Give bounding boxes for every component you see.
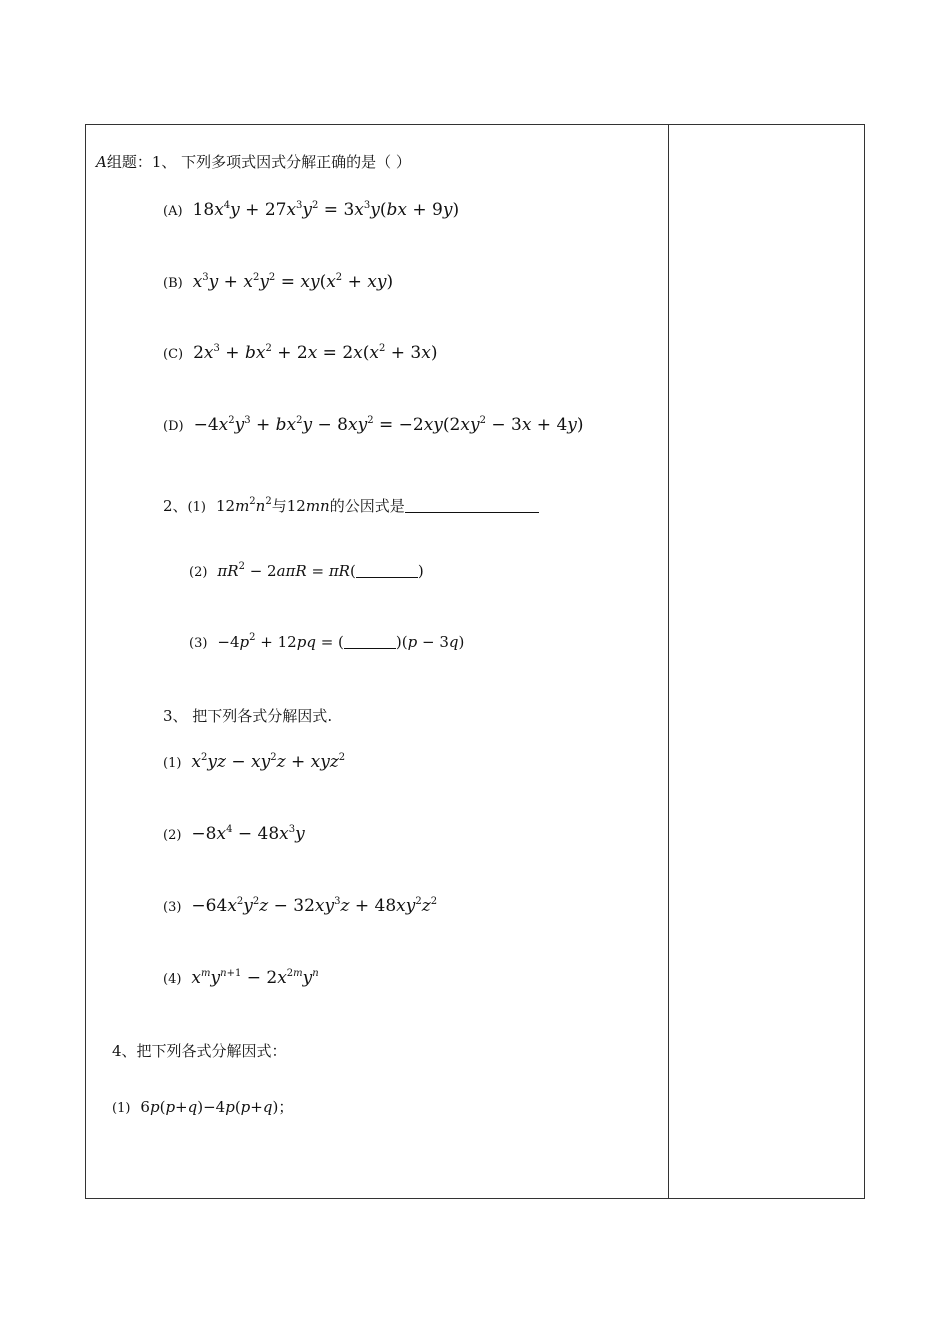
column-divider [668, 124, 669, 1199]
part-suffix: 的公因式是 [329, 497, 405, 515]
part-label: (2) [163, 828, 182, 843]
q1-option-d [163, 415, 584, 435]
q3-part-2 [163, 824, 305, 844]
q1-heading [96, 151, 411, 172]
q1-option-c [163, 343, 437, 363]
q3-part-3 [163, 896, 437, 916]
part-label: (1) [163, 756, 182, 771]
part-expr: $x^2yz - xy^2z + xyz^2$ [191, 752, 346, 772]
q3-part-1 [163, 752, 345, 772]
option-expr: $18x^4y + 27x^3y^2 = 3x^3y(bx + 9y)$ [192, 200, 460, 220]
part-mid: 与 [271, 497, 287, 515]
q3-heading: 3、 把下列各式分解因式. [163, 707, 333, 725]
part-expr: 6p(p+q)−4p(p+q)； [140, 1098, 294, 1116]
q4-heading: 4、把下列各式分解因式： [112, 1042, 287, 1060]
option-expr: $x^3y + x^2y^2 = xy(x^2 + xy)$ [192, 272, 394, 292]
q1-option-a [163, 200, 459, 220]
q1-heading-prefix: A [96, 153, 107, 171]
part-expr: $12m^2n^2$ [215, 496, 272, 515]
q1-heading-text: 组题：1、 下列多项式因式分解正确的是（ ） [106, 153, 411, 171]
option-label: (A) [163, 204, 183, 219]
q2-part-1 [163, 495, 539, 516]
q2-part-2 [189, 562, 424, 580]
part-expr: $-4p^2 + 12pq$ = ( [217, 632, 344, 651]
q1-option-b [163, 272, 393, 292]
part-label: (3) [189, 636, 208, 651]
option-label: (C) [163, 347, 184, 362]
part-label: (3) [163, 900, 182, 915]
q4-part-1 [112, 1096, 293, 1117]
part-expr: $x^my^{n+1} - 2x^{2m}y^n$ [191, 968, 319, 988]
q2-number: 2、 [163, 497, 188, 515]
part-expr: $-64x^2y^2z - 32xy^3z + 48xy^2z^2$ [191, 896, 438, 916]
part-expr: $-8x^4 - 48x^3y$ [191, 824, 305, 844]
option-expr: $2x^3 + bx^2 + 2x = 2x(x^2 + 3x)$ [193, 343, 438, 363]
answer-blank[interactable] [356, 563, 418, 578]
option-label: (D) [163, 419, 184, 434]
option-label: (B) [163, 276, 183, 291]
close-paren: ) [417, 562, 424, 580]
q2-part-3 [189, 633, 464, 651]
part-label: (4) [163, 972, 182, 987]
option-expr: $-4x^2y^3 + bx^2y - 8xy^2 = -2xy(2xy^2 - 3x + 4y)$ [193, 415, 584, 435]
answer-blank[interactable] [405, 498, 539, 513]
part-tail: )(p − 3q) [395, 633, 465, 651]
part-label: (1) [187, 500, 206, 515]
answer-blank[interactable] [344, 634, 396, 649]
part-label: (2) [189, 565, 208, 580]
q3-part-4 [163, 968, 319, 988]
part-label: (1) [112, 1101, 131, 1116]
part-expr: $\pi R^2 - 2a\pi R = \pi R$( [217, 561, 356, 580]
part-expr2: 12mn [286, 497, 330, 515]
